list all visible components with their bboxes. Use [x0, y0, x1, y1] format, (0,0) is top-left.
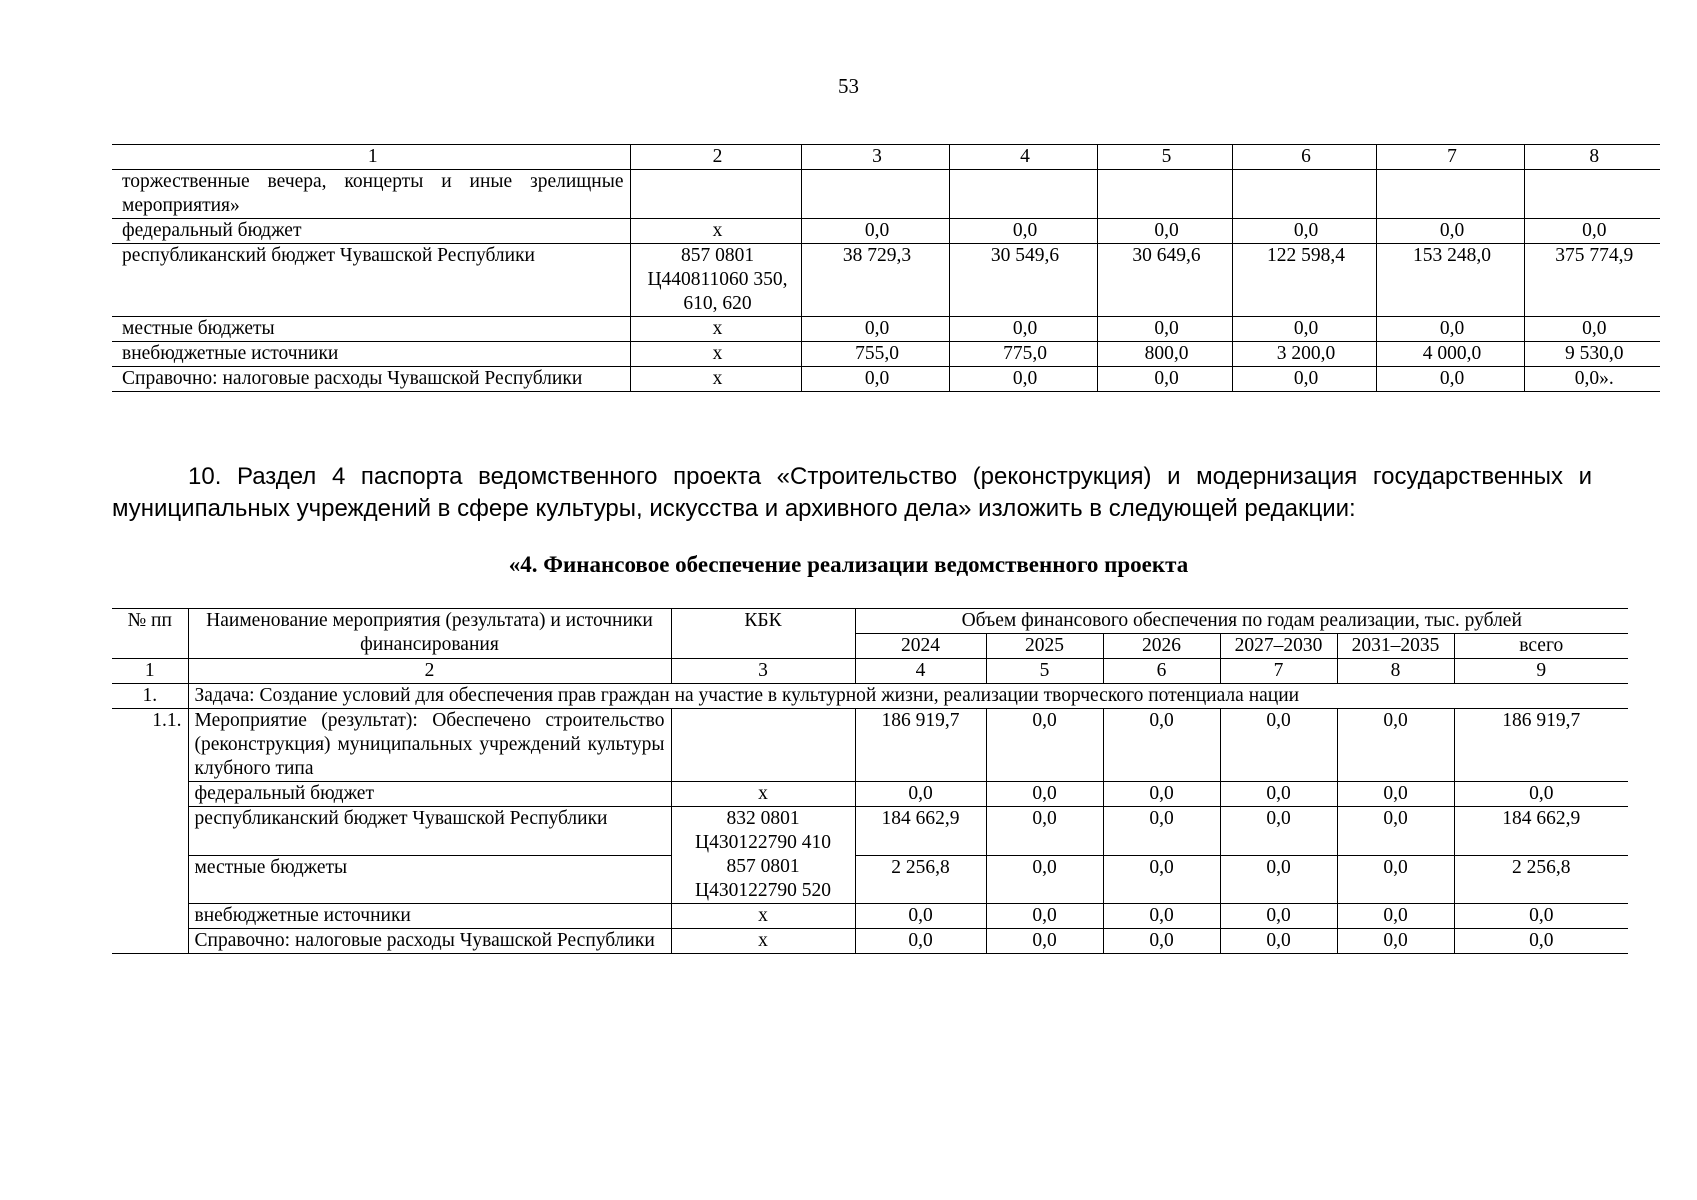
kbk-cell [671, 709, 855, 782]
value-cell: 0,0 [1337, 709, 1454, 782]
value-cell: 0,0 [855, 782, 986, 807]
value-cell: 0,0 [801, 317, 949, 342]
empty-cell [801, 170, 949, 219]
value-cell: 0,0 [1097, 367, 1232, 392]
value-cell: 0,0 [1454, 929, 1628, 954]
row-label: федеральный бюджет [188, 782, 671, 807]
value-cell: 0,0 [1337, 904, 1454, 929]
header-cell: 5 [1097, 145, 1232, 170]
value-cell: 0,0 [1220, 929, 1337, 954]
value-cell: 0,0 [1337, 782, 1454, 807]
header-cell: 2 [630, 145, 801, 170]
kbk-cell: х [671, 929, 855, 954]
value-cell: 800,0 [1097, 342, 1232, 367]
value-cell: 0,0 [1232, 219, 1376, 244]
value-cell: 0,0 [986, 782, 1103, 807]
row-label: Справочно: налоговые расходы Чувашской Республики [188, 929, 671, 954]
task-text: Задача: Создание условий для обеспечения прав граждан на участие в культурной жизни, реализации творческого потенциала нации [188, 684, 1628, 709]
row-label: Справочно: налоговые расходы Чувашской Республики [112, 367, 630, 392]
amendment-paragraph: 10. Раздел 4 паспорта ведомственного проекта «Строительство (реконструкция) и модернизация государственных и муниципальных учреждений в сфере культуры, искусства и архивного дела» изложить в следующей редакции: [112, 463, 1592, 522]
row-label: внебюджетные источники [112, 342, 630, 367]
value-cell: 122 598,4 [1232, 244, 1376, 317]
index-cell: 9 [1454, 659, 1628, 684]
value-cell: 186 919,7 [855, 709, 986, 782]
header-cell: 7 [1376, 145, 1524, 170]
task-row [112, 684, 1628, 709]
index-cell: 3 [671, 659, 855, 684]
value-cell: 0,0 [1103, 782, 1220, 807]
row-label: торжественные вечера, концерты и иные зрелищные мероприятия» [112, 170, 630, 219]
head-num: № пп [112, 609, 188, 659]
head-year: 2027–2030 [1220, 634, 1337, 659]
index-cell: 8 [1337, 659, 1454, 684]
index-cell: 2 [188, 659, 671, 684]
head-total: всего [1454, 634, 1628, 659]
value-cell: 0,0 [1376, 317, 1524, 342]
kbk-cell: 857 0801 Ц440811060 350, 610, 620 [630, 244, 801, 317]
table-row [112, 807, 1628, 856]
value-cell: 2 256,8 [855, 855, 986, 904]
measure-row [112, 709, 1628, 782]
value-cell: 0,0 [986, 929, 1103, 954]
value-cell: 0,0 [1220, 904, 1337, 929]
value-cell: 0,0 [1337, 807, 1454, 856]
table-row [112, 904, 1628, 929]
value-cell: 0,0 [1103, 904, 1220, 929]
kbk-cell: х [630, 342, 801, 367]
value-cell: 0,0 [986, 855, 1103, 904]
value-cell: 0,0». [1524, 367, 1660, 392]
index-cell: 7 [1220, 659, 1337, 684]
value-cell: 30 649,6 [1097, 244, 1232, 317]
value-cell: 0,0 [949, 367, 1097, 392]
table-head-row [112, 609, 1628, 634]
value-cell: 0,0 [1103, 709, 1220, 782]
row-label: внебюджетные источники [188, 904, 671, 929]
table-row [112, 219, 1660, 244]
value-cell: 0,0 [1103, 807, 1220, 856]
row-label: республиканский бюджет Чувашской Республики [112, 244, 630, 317]
value-cell: 0,0 [1220, 807, 1337, 856]
table-row [112, 317, 1660, 342]
value-cell: 375 774,9 [1524, 244, 1660, 317]
value-cell: 0,0 [1454, 904, 1628, 929]
kbk-cell: х [630, 317, 801, 342]
kbk-cell: х [630, 219, 801, 244]
value-cell: 0,0 [1220, 855, 1337, 904]
value-cell: 0,0 [1232, 367, 1376, 392]
empty-cell [1376, 170, 1524, 219]
value-cell: 2 256,8 [1454, 855, 1628, 904]
value-cell: 0,0 [855, 904, 986, 929]
value-cell: 0,0 [1337, 929, 1454, 954]
value-cell: 4 000,0 [1376, 342, 1524, 367]
value-cell: 184 662,9 [1454, 807, 1628, 856]
value-cell: 0,0 [1103, 929, 1220, 954]
value-cell: 3 200,0 [1232, 342, 1376, 367]
empty-cell [1097, 170, 1232, 219]
kbk-cell: х [630, 367, 801, 392]
table-header-row [112, 145, 1660, 170]
value-cell: 0,0 [1376, 219, 1524, 244]
head-year: 2024 [855, 634, 986, 659]
value-cell: 0,0 [1097, 219, 1232, 244]
value-cell: 0,0 [1376, 367, 1524, 392]
measure-text: Мероприятие (результат): Обеспечено строительство (реконструкция) муниципальных учреждений культуры клубного типа [188, 709, 671, 782]
value-cell: 0,0 [801, 219, 949, 244]
row-label: местные бюджеты [112, 317, 630, 342]
value-cell: 153 248,0 [1376, 244, 1524, 317]
index-cell: 1 [112, 659, 188, 684]
head-year: 2025 [986, 634, 1103, 659]
section-title: «4. Финансовое обеспечение реализации ведомственного проекта [508, 552, 1189, 577]
header-cell: 3 [801, 145, 949, 170]
header-cell: 6 [1232, 145, 1376, 170]
table-row [112, 367, 1660, 392]
header-cell: 1 [112, 145, 630, 170]
header-cell: 4 [949, 145, 1097, 170]
value-cell: 0,0 [801, 367, 949, 392]
value-cell: 0,0 [1220, 709, 1337, 782]
head-volume: Объем финансового обеспечения по годам реализации, тыс. рублей [855, 609, 1628, 634]
value-cell: 0,0 [949, 317, 1097, 342]
index-cell: 5 [986, 659, 1103, 684]
value-cell: 0,0 [1097, 317, 1232, 342]
value-cell: 0,0 [1524, 219, 1660, 244]
index-cell: 6 [1103, 659, 1220, 684]
value-cell: 38 729,3 [801, 244, 949, 317]
value-cell: 0,0 [949, 219, 1097, 244]
value-cell: 9 530,0 [1524, 342, 1660, 367]
task-num: 1. [112, 684, 188, 709]
value-cell: 0,0 [1454, 782, 1628, 807]
head-name: Наименование мероприятия (результата) и источники финансирования [188, 609, 671, 659]
table-continuation [112, 144, 1660, 392]
value-cell: 0,0 [855, 929, 986, 954]
kbk-cell: х [671, 904, 855, 929]
row-label: федеральный бюджет [112, 219, 630, 244]
header-cell: 8 [1524, 145, 1660, 170]
head-kbk: КБК [671, 609, 855, 659]
table-row [112, 244, 1660, 317]
kbk-cell: 857 0801 Ц430122790 520 [671, 855, 855, 904]
value-cell: 0,0 [1337, 855, 1454, 904]
kbk-cell: 832 0801 Ц430122790 410 [671, 807, 855, 856]
table-row [112, 782, 1628, 807]
empty-cell [949, 170, 1097, 219]
measure-num: 1.1. [112, 709, 188, 954]
value-cell: 755,0 [801, 342, 949, 367]
row-label: местные бюджеты [188, 855, 671, 904]
table-row [112, 929, 1628, 954]
head-year: 2031–2035 [1337, 634, 1454, 659]
empty-cell [1524, 170, 1660, 219]
value-cell: 0,0 [1103, 855, 1220, 904]
empty-cell [630, 170, 801, 219]
row-label: республиканский бюджет Чувашской Республики [188, 807, 671, 856]
financing-table [112, 608, 1628, 954]
value-cell: 0,0 [1232, 317, 1376, 342]
value-cell: 0,0 [986, 807, 1103, 856]
table-row [112, 170, 1660, 219]
value-cell: 184 662,9 [855, 807, 986, 856]
index-row [112, 659, 1628, 684]
table-row [112, 342, 1660, 367]
empty-cell [1232, 170, 1376, 219]
value-cell: 30 549,6 [949, 244, 1097, 317]
table-row [112, 855, 1628, 904]
kbk-cell: х [671, 782, 855, 807]
page-number: 53 [838, 74, 859, 98]
value-cell: 0,0 [1524, 317, 1660, 342]
value-cell: 0,0 [1220, 782, 1337, 807]
index-cell: 4 [855, 659, 986, 684]
head-year: 2026 [1103, 634, 1220, 659]
value-cell: 775,0 [949, 342, 1097, 367]
value-cell: 186 919,7 [1454, 709, 1628, 782]
value-cell: 0,0 [986, 904, 1103, 929]
value-cell: 0,0 [986, 709, 1103, 782]
